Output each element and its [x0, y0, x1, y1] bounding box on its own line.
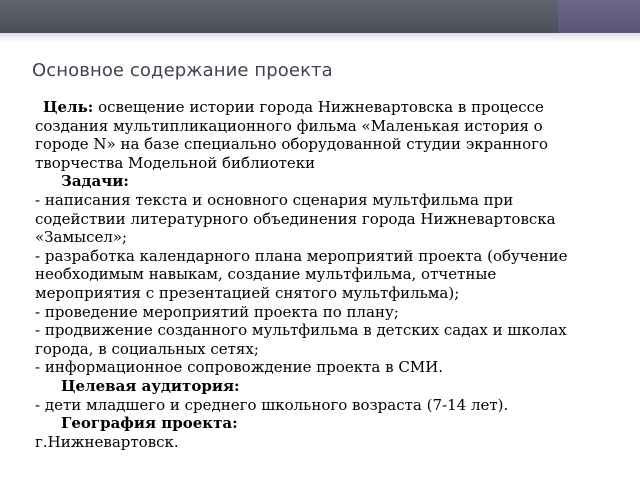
geography-heading: География проекта: [61, 414, 238, 433]
slide-title: Основное содержание проекта [32, 60, 333, 81]
header-accent-block [558, 0, 640, 33]
goal-text-line-2: создания мультипликационного фильма «Маленькая история о [35, 116, 543, 135]
goal-text-line-1: освещение истории города Нижневартовска в процессе [93, 98, 544, 116]
goal-text-line-3: городе N» на базе специально оборудованной студии экранного [35, 135, 549, 154]
header-rule [0, 33, 640, 43]
geography-text: г.Нижневартовск. [35, 432, 179, 451]
task-1-line-2: содействии литературного объединения города Нижневартовска [35, 209, 556, 228]
task-2-line-3: мероприятия с презентацией снятого мультфильма); [35, 283, 460, 302]
task-2-line-1: - разработка календарного плана мероприятий проекта (обучение [35, 246, 568, 265]
task-1-line-3: «Замысел»; [35, 228, 128, 247]
tasks-heading: Задачи: [61, 172, 129, 191]
audience-heading: Целевая аудитория: [61, 376, 240, 395]
task-1-line-1: - написания текста и основного сценария мультфильма при [35, 190, 514, 209]
header-band [0, 0, 640, 33]
task-5-line-1: - информационное сопровождение проекта в СМИ. [35, 358, 444, 377]
task-4-line-1: - продвижение созданного мультфильма в детских садах и школах [35, 321, 567, 340]
task-3-line-1: - проведение мероприятий проекта по плану; [35, 302, 399, 321]
task-4-line-2: города, в социальных сетях; [35, 339, 259, 358]
audience-text: - дети младшего и среднего школьного возраста (7-14 лет). [35, 395, 509, 414]
task-2-line-2: необходимым навыкам, создание мультфильма, отчетные [35, 265, 497, 284]
goal-label: Цель: [43, 98, 94, 116]
slide-body [35, 98, 615, 451]
goal-text-line-4: творчества Модельной библиотеки [35, 153, 316, 172]
goal-line [35, 98, 615, 117]
